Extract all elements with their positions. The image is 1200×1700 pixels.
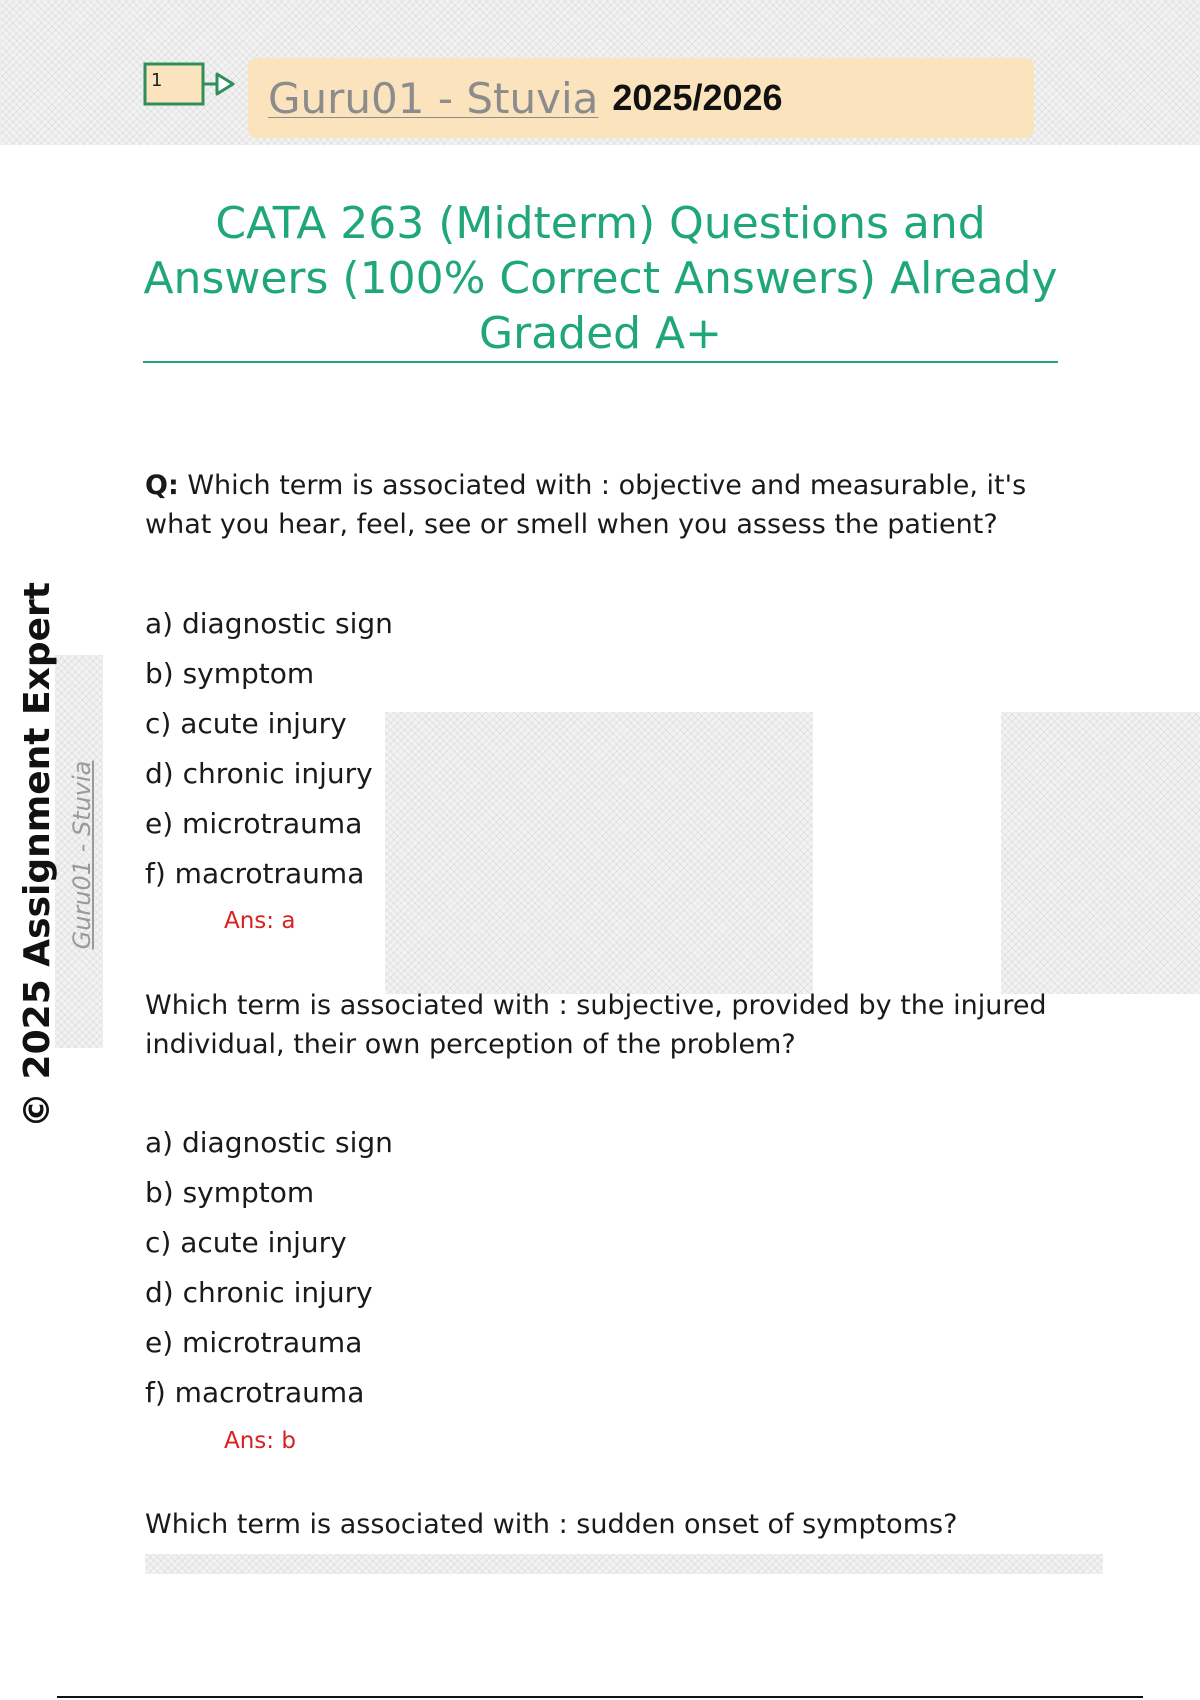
option-item: d) chronic injury [145, 757, 373, 790]
hatch-strip [145, 1554, 1103, 1574]
option-item: b) symptom [145, 1176, 315, 1209]
question-text: Which term is associated with : objective and measurable, it's what you hear, feel, see or smell when you assess the patient? [145, 470, 1027, 540]
option-item: a) diagnostic sign [145, 607, 393, 640]
option-item: a) diagnostic sign [145, 1126, 393, 1159]
hatch-panel [1001, 712, 1200, 994]
page-number-badge [143, 62, 235, 108]
option-item: d) chronic injury [145, 1276, 373, 1309]
header-box [248, 58, 1034, 138]
header-year: 2025/2026 [612, 77, 783, 118]
option-item: e) microtrauma [145, 807, 363, 840]
question-2-options [145, 1118, 393, 1418]
answer-1: Ans: a [224, 908, 296, 934]
option-item: c) acute injury [145, 1226, 347, 1259]
copyright-watermark [10, 582, 65, 1128]
footer-divider [57, 1696, 1143, 1698]
option-item: b) symptom [145, 657, 315, 690]
side-brand-text: Guru01 - Stuvia [68, 760, 96, 950]
copyright-text: © 2025 Assignment Expert [17, 582, 58, 1128]
question-3: Which term is associated with : sudden onset of symptoms? [145, 1509, 958, 1540]
question-1 [145, 466, 1075, 544]
page-number: 1 [151, 70, 163, 91]
option-item: f) macrotrauma [145, 1376, 365, 1409]
question-1-options [145, 599, 393, 899]
option-item: f) macrotrauma [145, 857, 365, 890]
question-label: Q: [145, 470, 179, 501]
question-2: Which term is associated with : subjective, provided by the injured individual, their own perception of the problem? [145, 990, 1047, 1060]
brand-link[interactable]: Guru01 - Stuvia [268, 73, 599, 123]
option-item: c) acute injury [145, 707, 347, 740]
side-brand-watermark [62, 750, 102, 960]
title-divider [143, 361, 1058, 363]
document-title: CATA 263 (Midterm) Questions and Answers (100% Correct Answers) Already Graded A+ [143, 198, 1058, 359]
option-item: e) microtrauma [145, 1326, 363, 1359]
answer-2: Ans: b [224, 1428, 296, 1454]
hatch-panel [385, 712, 813, 994]
